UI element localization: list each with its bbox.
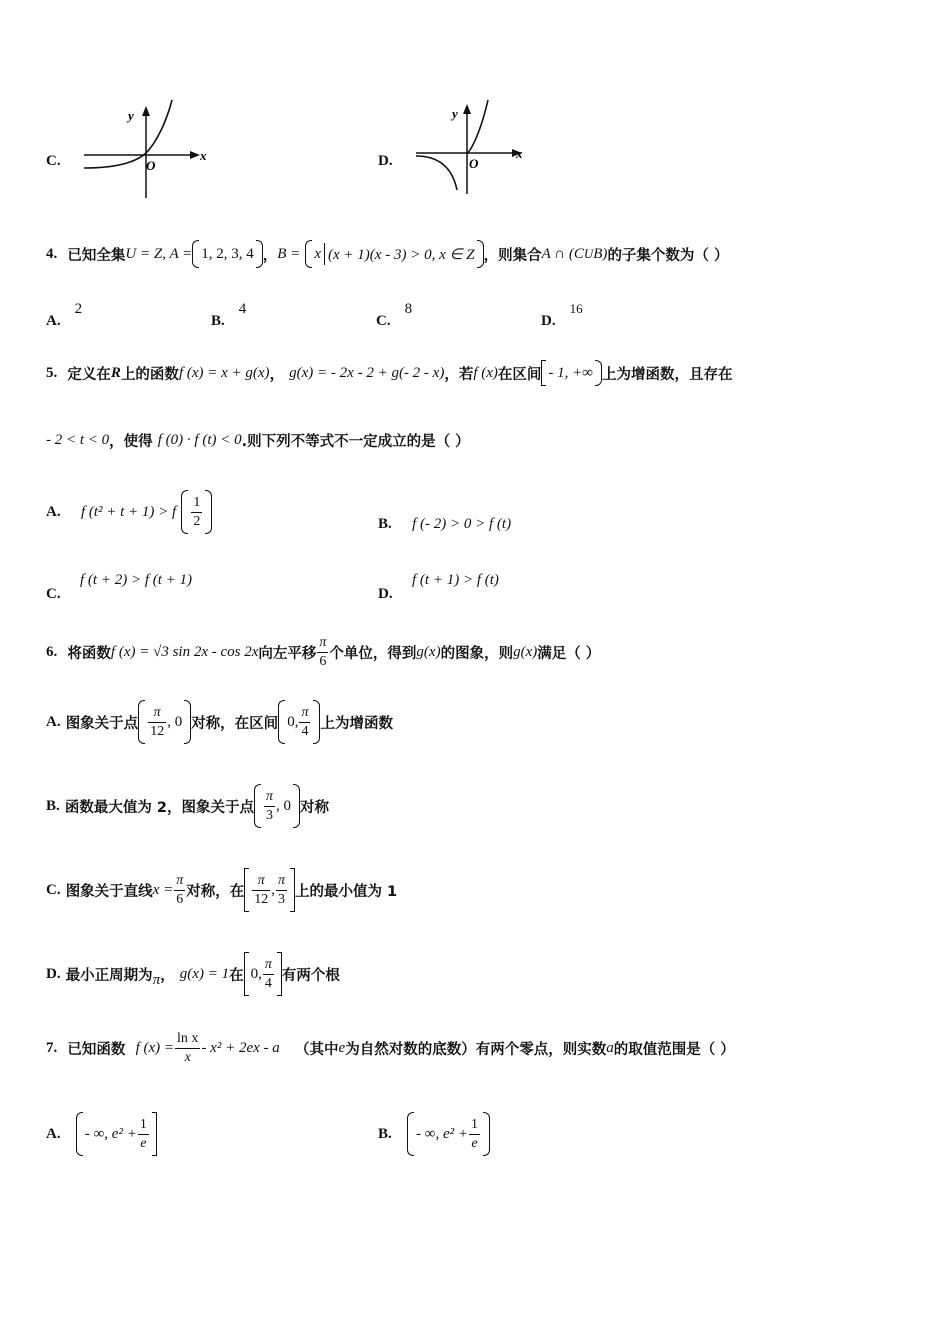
q4-option-d[interactable]: D.16: [541, 301, 583, 329]
q5-option-a-label: A.: [46, 503, 61, 520]
q4-b-var: x: [314, 245, 322, 262]
q6-option-b-zero: , 0: [276, 797, 292, 814]
q7-option-a-label: A.: [46, 1125, 61, 1142]
q5-option-b-expr: f (- 2) > 0 > f (t): [412, 516, 512, 532]
q7-option-b-paren-right: [483, 1112, 490, 1156]
q6-option-d-label: D.: [46, 965, 61, 982]
q6-option-a-label: A.: [46, 713, 61, 730]
q4-b-cond: (x + 1)(x - 3) > 0, x ∈ Z: [328, 246, 475, 263]
q6-option-b-paren-left: [254, 784, 261, 828]
q5-stem-line2: [46, 430, 470, 451]
q5-text-1: 定义在: [67, 366, 111, 383]
q6-option-b-text-2: 对称: [300, 799, 330, 816]
q5-interval-paren: [595, 360, 602, 386]
graph-c-y-arrow: [142, 106, 150, 116]
option-d-label: D.: [378, 153, 393, 169]
q4-option-b[interactable]: B.4: [211, 301, 247, 329]
q7-a: a: [606, 1040, 614, 1056]
q5-option-a-expr: f (t² + t + 1) > f: [80, 503, 177, 520]
q7-option-b-start: - ∞, e² +: [416, 1125, 468, 1142]
q6-option-c-text-3: 上的最小值为 1: [295, 883, 398, 900]
q6-option-a-interval-frac: $\frac{\pi}{4}$: [301, 704, 309, 739]
q6-option-c-interval-frac-1: $\frac{\pi}{12}$: [254, 872, 269, 907]
q5-stem-line1: [46, 360, 732, 386]
q6-option-c[interactable]: [46, 868, 397, 912]
q7-text-3: 为自然对数的底数）有两个零点，则实数: [345, 1042, 607, 1058]
q4-b-brace-right: [477, 240, 484, 268]
q6-text-2: 向左平移: [258, 646, 317, 662]
q5-text-2: 上的函数: [120, 366, 179, 383]
q6-option-d-text-4: 有两个根: [281, 967, 340, 984]
graph-d-x-label: x: [516, 146, 523, 161]
q6-text-1: 将函数: [67, 646, 111, 662]
q4-expr-sub: U: [583, 246, 594, 261]
q4-a-set: 1, 2, 3, 4: [201, 245, 254, 262]
q6-option-c-label: C.: [46, 881, 61, 898]
q6-option-d-g: g(x) = 1: [179, 965, 230, 982]
q6-text-5: 满足（ ）: [537, 646, 601, 662]
q4-a-brace-right: [256, 240, 263, 268]
q6-option-a-text-2: 对称，在区间: [191, 715, 279, 732]
q4-number: 4.: [46, 245, 58, 262]
q6-option-d-pi: π: [152, 971, 161, 988]
q5-text-4: 在区间: [497, 366, 542, 383]
q5-option-d-label: D.: [378, 586, 393, 602]
q6-option-c-x: x =: [152, 881, 174, 898]
q5-g-def: g(x) = - 2x - 2 + g(- 2 - x): [289, 364, 445, 381]
q5-text-3: ，若: [444, 366, 474, 383]
q5-option-c-expr: f (t + 2) > f (t + 1): [80, 572, 193, 588]
q7-text-4: 的取值范围是（ ）: [613, 1042, 735, 1058]
q4-b-eq: B =: [277, 245, 301, 262]
q6-option-a-interval-left: [278, 700, 285, 744]
q6-option-b-label: B.: [46, 797, 60, 814]
q7-f-right: - x² + 2ex - a: [201, 1040, 280, 1056]
graph-c-x-arrow: [190, 151, 200, 159]
q5-interval: - 1, +∞: [548, 364, 593, 381]
q6-option-b-paren-right: [293, 784, 300, 828]
q5-option-d-expr: f (t + 1) > f (t): [412, 572, 499, 588]
q5-comma: ，: [269, 366, 285, 383]
q6-shift-frac: $\frac{\pi}{6}$: [319, 635, 327, 669]
q4-text-2: ，则集合: [483, 247, 542, 264]
q6-number: 6.: [46, 644, 58, 660]
q7-option-b-paren-left: [407, 1112, 414, 1156]
q6-option-d-text-2: ，: [160, 967, 175, 984]
q5-option-a-paren-right: [205, 490, 212, 534]
q5-interval-bracket: [541, 360, 546, 386]
q6-option-b-frac: $\frac{\pi}{3}$: [266, 788, 274, 823]
q6-option-a[interactable]: [46, 700, 393, 744]
q6-option-c-comma: ,: [271, 881, 275, 898]
q7-option-a-bracket-right: [152, 1112, 157, 1156]
q4-b-bar: [324, 243, 325, 265]
q6-option-a-text-1: 图象关于点: [65, 715, 139, 732]
q7-f-left: f (x) =: [135, 1040, 175, 1056]
q6-option-c-interval-frac-2: $\frac{\pi}{3}$: [277, 872, 285, 907]
q7-option-b-frac: $\frac{1}{e}$: [471, 1116, 478, 1151]
q6-gx: g(x): [416, 644, 441, 660]
graph-d-origin: O: [469, 156, 479, 171]
q7-e: e: [338, 1040, 346, 1056]
q5-option-b-label: B.: [378, 516, 392, 532]
graph-d: [412, 96, 537, 198]
q6-text-4: 的图象，则: [440, 646, 514, 662]
q6-option-d[interactable]: [46, 952, 340, 996]
q6-option-d-text-3: 在: [229, 967, 244, 984]
q6-option-d-bracket-left: [244, 952, 249, 996]
q5-option-b[interactable]: [378, 515, 511, 534]
q5-option-a-paren-left: [181, 490, 188, 534]
q4-expr-end: B): [593, 245, 608, 262]
q5-text-5: 上为增函数，且存在: [601, 366, 733, 383]
q7-option-b-label: B.: [378, 1125, 392, 1142]
q4-option-c[interactable]: C.8: [376, 301, 413, 329]
q6-option-b[interactable]: [46, 784, 329, 828]
q4-comma: ，: [262, 247, 278, 264]
q6-option-c-text-1: 图象关于直线: [65, 883, 153, 900]
q7-option-a-start: - ∞, e² +: [84, 1125, 137, 1142]
q6-option-a-text-3: 上为增函数: [320, 715, 393, 732]
q5-number: 5.: [46, 364, 58, 381]
q7-text-2: （其中: [295, 1042, 339, 1058]
q7-option-b[interactable]: [378, 1112, 490, 1156]
q6-option-d-interval-start: 0,: [250, 965, 262, 982]
q6-option-a-frac: $\frac{\pi}{12}$: [150, 704, 165, 739]
q4-text-3: 的子集个数为（ ）: [607, 247, 729, 264]
q6-option-d-interval-frac: $\frac{\pi}{4}$: [264, 956, 272, 991]
q4-a-brace-left: [192, 240, 199, 268]
q7-f-frac: $\frac{\text{ln x}}{x}$: [177, 1031, 199, 1065]
q5-option-a-frac: $\frac{1}{2}$: [193, 494, 201, 529]
q7-option-a-paren-left: [76, 1112, 83, 1156]
q5-text-6: ，使得: [109, 434, 153, 450]
q5-r: R: [110, 364, 121, 381]
q7-text-1: 已知函数: [67, 1042, 126, 1058]
q4-b-brace-left: [305, 240, 312, 268]
graph-d-curve-left: [416, 156, 457, 190]
option-c-label: C.: [46, 153, 61, 169]
q5-option-a[interactable]: [46, 490, 212, 534]
q6-gx-2: g(x): [513, 644, 538, 660]
graph-d-y-label: y: [452, 106, 458, 121]
q6-option-c-text-2: 对称，在: [186, 883, 245, 900]
q5-f-def: f (x) = x + g(x): [178, 364, 270, 381]
graph-c-origin: O: [146, 158, 156, 173]
q6-option-a-interval-right: [313, 700, 320, 744]
q6-option-a-zero: , 0: [167, 713, 183, 730]
q4-options: [46, 298, 746, 328]
q7-option-a-frac: $\frac{1}{e}$: [139, 1116, 147, 1151]
q6-option-a-paren-left: [138, 700, 145, 744]
graph-c-y-label: y: [128, 108, 134, 123]
q5-fx: f (x): [473, 364, 498, 381]
q6-option-c-bracket-left: [244, 868, 249, 912]
q6-fx: f (x) = √3 sin 2x - cos 2x: [110, 644, 259, 660]
q7-stem: [46, 1030, 735, 1067]
q4-text-1: 已知全集: [67, 247, 126, 264]
q6-option-b-text-1: 函数最大值为 2，图象关于点: [64, 799, 254, 816]
q5-cond-f: f (0) · f (t) < 0: [157, 432, 242, 448]
q5-cond-t: - 2 < t < 0: [46, 432, 110, 448]
q4-stem: [46, 240, 729, 268]
graph-d-curve-right: [467, 100, 488, 154]
graph-d-y-arrow: [463, 104, 471, 114]
q4-expr: A ∩ (C: [541, 245, 584, 262]
q6-option-a-interval-start: 0,: [287, 713, 299, 730]
q7-number: 7.: [46, 1040, 58, 1056]
graph-c: [82, 98, 212, 202]
q5-text-7: .则下列不等式不一定成立的是（ ）: [241, 434, 470, 450]
q4-u-eq: U = Z, A =: [125, 245, 193, 262]
q6-option-c-line-frac: $\frac{\pi}{6}$: [176, 872, 184, 907]
q6-option-d-text-1: 最小正周期为: [65, 967, 153, 984]
q6-text-3: 个单位，得到: [329, 646, 417, 662]
q7-option-a[interactable]: [46, 1112, 157, 1156]
q5-option-c-label: C.: [46, 586, 61, 602]
graph-c-x-label: x: [200, 148, 207, 163]
q4-option-a[interactable]: A.2: [46, 301, 83, 329]
q6-stem: [46, 634, 600, 671]
